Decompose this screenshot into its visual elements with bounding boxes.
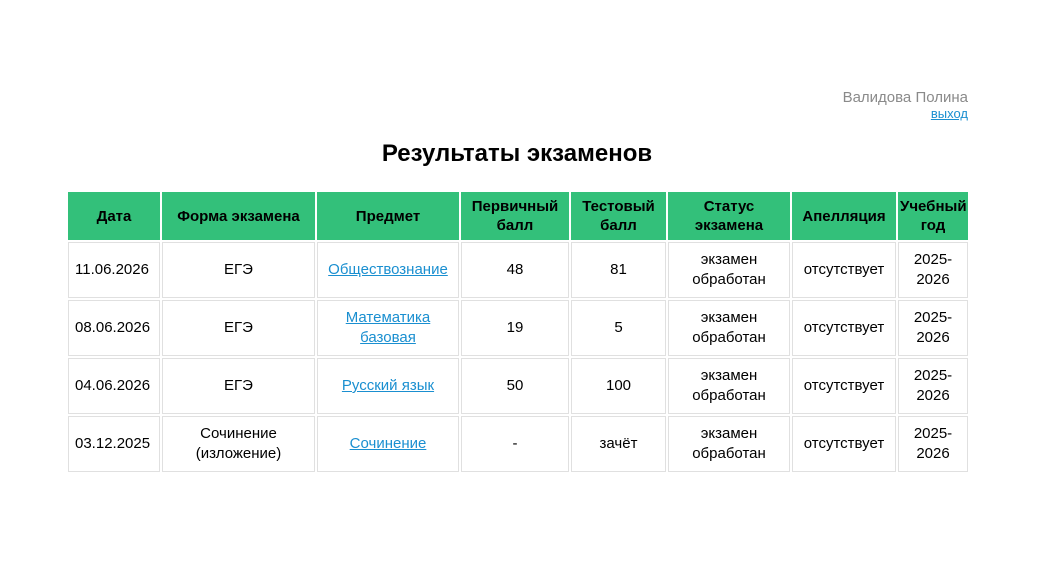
user-box	[843, 90, 968, 122]
date-cell: 08.06.2026	[68, 300, 160, 356]
status-cell: экзамен обработан	[668, 242, 790, 298]
column-header-test-score: Тестовый балл	[571, 192, 666, 240]
results-table	[66, 190, 970, 474]
primary-score-cell: 19	[461, 300, 569, 356]
primary-score-cell: 48	[461, 242, 569, 298]
status-cell: экзамен обработан	[668, 358, 790, 414]
status-cell: экзамен обработан	[668, 300, 790, 356]
primary-score-cell: -	[461, 416, 569, 472]
table-row	[68, 416, 968, 472]
test-score-cell: зачёт	[571, 416, 666, 472]
column-header-year: Учебный год	[898, 192, 968, 240]
appeal-cell: отсутствует	[792, 300, 896, 356]
column-header-appeal: Апелляция	[792, 192, 896, 240]
form-cell: ЕГЭ	[162, 358, 315, 414]
table-row	[68, 300, 968, 356]
year-cell: 2025-2026	[898, 300, 968, 356]
test-score-cell: 5	[571, 300, 666, 356]
appeal-cell: отсутствует	[792, 358, 896, 414]
subject-link[interactable]: Обществознание	[328, 261, 448, 278]
primary-score-cell: 50	[461, 358, 569, 414]
date-cell: 11.06.2026	[68, 242, 160, 298]
column-header-subject: Предмет	[317, 192, 459, 240]
subject-link[interactable]: Русский язык	[341, 377, 435, 394]
column-header-status: Статус экзамена	[668, 192, 790, 240]
subject-cell	[317, 358, 459, 414]
year-cell: 2025-2026	[898, 242, 968, 298]
form-cell: Сочинение (изложение)	[162, 416, 315, 472]
date-cell: 03.12.2025	[68, 416, 160, 472]
table-row	[68, 358, 968, 414]
subject-cell	[317, 242, 459, 298]
table-row	[68, 242, 968, 298]
subject-cell	[317, 416, 459, 472]
status-cell: экзамен обработан	[668, 416, 790, 472]
year-cell: 2025-2026	[898, 416, 968, 472]
year-cell: 2025-2026	[898, 358, 968, 414]
column-header-form: Форма экзамена	[162, 192, 315, 240]
subject-link[interactable]: Сочинение	[349, 435, 427, 452]
logout-link[interactable]: выход	[930, 106, 968, 121]
subject-link[interactable]: Математика базовая	[345, 309, 431, 346]
user-name: Валидова Полина	[842, 89, 968, 106]
test-score-cell: 81	[571, 242, 666, 298]
appeal-cell: отсутствует	[792, 416, 896, 472]
test-score-cell: 100	[571, 358, 666, 414]
subject-cell	[317, 300, 459, 356]
form-cell: ЕГЭ	[162, 300, 315, 356]
appeal-cell: отсутствует	[792, 242, 896, 298]
column-header-date: Дата	[68, 192, 160, 240]
form-cell: ЕГЭ	[162, 242, 315, 298]
page-title: Результаты экзаменов	[381, 140, 653, 167]
table-header-row	[68, 192, 968, 240]
date-cell: 04.06.2026	[68, 358, 160, 414]
column-header-primary-score: Первичный балл	[461, 192, 569, 240]
